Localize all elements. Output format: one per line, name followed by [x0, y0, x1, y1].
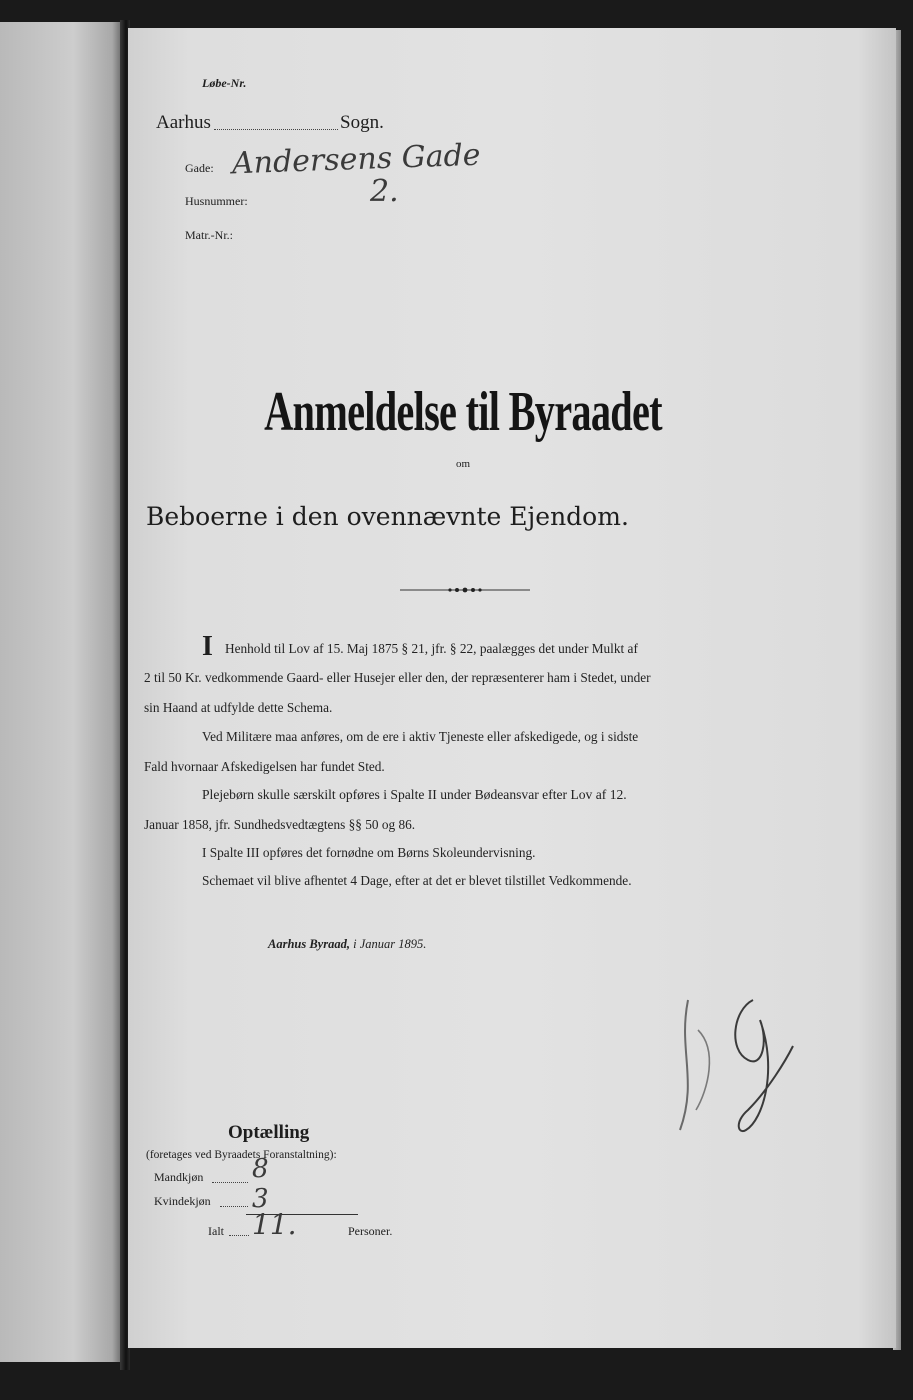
paragraph-3-line-2: Januar 1858, jfr. Sundhedsvedtægtens §§ 50 og 86. [144, 817, 416, 832]
handwritten-initials-mark [668, 990, 798, 1140]
document-subtitle: Beboerne i den ovennævnte Ejendom. [146, 502, 629, 531]
paragraph-2-line-2: Fald hvornaar Afskedigelsen har fundet Sted. [144, 759, 385, 774]
paragraph-3-line-1: Plejebørn skulle særskilt opføres i Spalte II under Bødeansvar efter Lov af 12. [202, 787, 627, 802]
mandkjon-label: Mandkjøn [154, 1170, 204, 1184]
husnummer-handwritten-value: 2. [370, 174, 399, 209]
ornament-divider-icon [400, 587, 530, 593]
paragraph-4: I Spalte III opføres det fornødne om Børns Skoleundervisning. [202, 845, 536, 860]
sogn-label: Sogn. [340, 112, 384, 133]
document-page [128, 28, 896, 1348]
count-heading: Optælling [228, 1122, 310, 1143]
mandkjon-dotted-line [212, 1182, 248, 1183]
aarhus-label: Aarhus [156, 112, 211, 133]
ialt-handwritten-value: 11. [252, 1208, 297, 1241]
paragraph-2-line-1: Ved Militære maa anføres, om de ere i aktiv Tjeneste eller afskedigede, og i sidste [202, 729, 639, 744]
paragraph-5: Schemaet vil blive afhentet 4 Dage, efter at det er blevet tilstillet Vedkommende. [202, 873, 632, 888]
mandkjon-handwritten-value: 8 [252, 1154, 269, 1184]
document-title: Anmeldelse til Byraadet [264, 381, 662, 443]
kvindekjon-handwritten-value: 3 [252, 1184, 269, 1214]
count-subheading: (foretages ved Byraadets Foranstaltning): [146, 1149, 337, 1161]
om-word: om [455, 458, 471, 470]
gade-label: Gade: [185, 161, 214, 175]
paragraph-1-line-3: sin Haand at udfylde dette Schema. [144, 700, 333, 715]
ialt-dotted-line [229, 1235, 249, 1236]
byraad-date: i Januar 1895. [353, 937, 427, 951]
ialt-label: Ialt [208, 1224, 224, 1238]
kvindekjon-dotted-line [220, 1206, 248, 1207]
gade-handwritten-value: Andersens Gade [231, 137, 482, 182]
matr-nr-label: Matr.-Nr.: [185, 228, 233, 242]
husnummer-label: Husnummer: [185, 194, 248, 208]
paragraph-1-line-2: 2 til 50 Kr. vedkommende Gaard- eller Husejer eller den, der repræsenterer ham i Stedet, under [144, 670, 651, 685]
byraad-date-line [268, 937, 426, 952]
byraad-name: Aarhus Byraad, [268, 937, 350, 951]
paragraph-1-line-1: Henhold til Lov af 15. Maj 1875 § 21, jfr. § 22, paalægges det under Mulkt af [225, 641, 638, 656]
left-facing-page [0, 22, 122, 1362]
kvindekjon-label: Kvindekjøn [154, 1194, 211, 1208]
lobe-nr-label: Løbe-Nr. [202, 76, 247, 90]
personer-label: Personer. [348, 1224, 393, 1238]
sogn-dotted-line [214, 129, 338, 130]
paragraph-drop-cap: I [202, 631, 213, 662]
